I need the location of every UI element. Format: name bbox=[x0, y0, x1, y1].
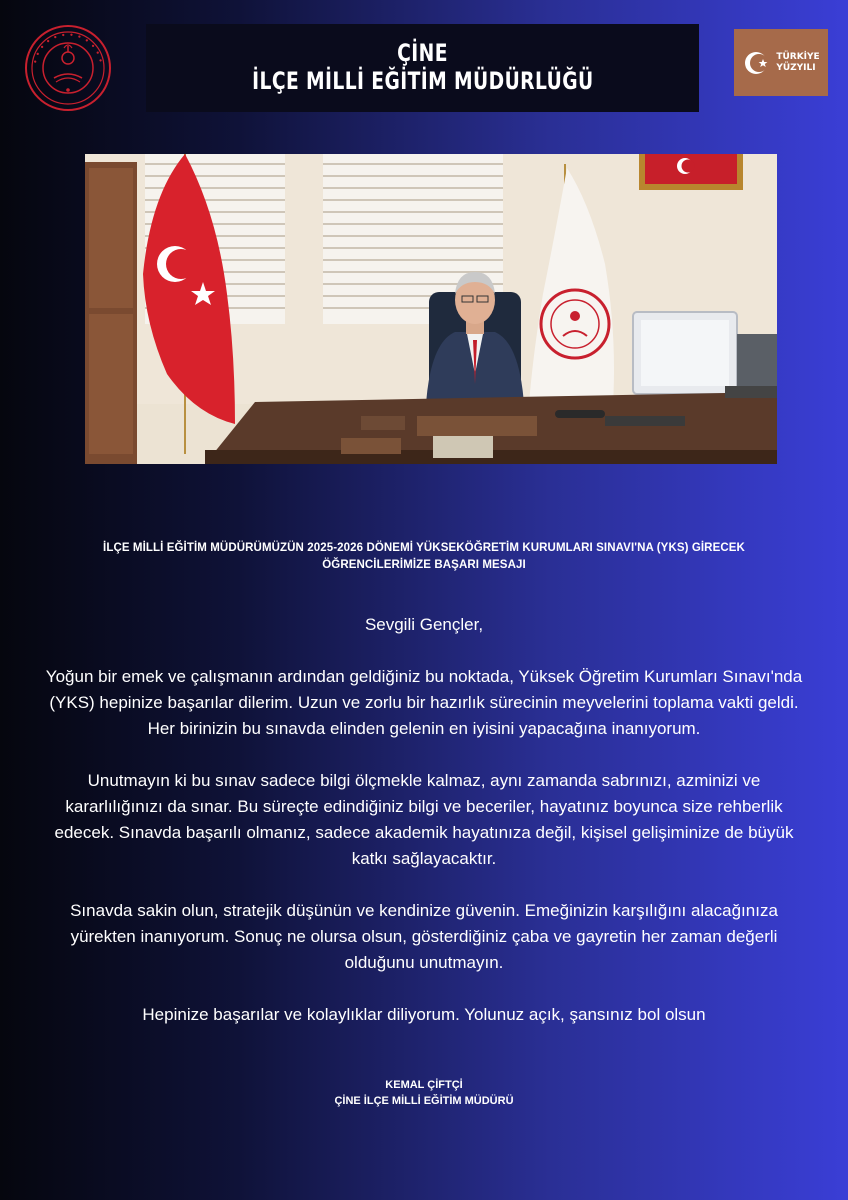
paragraph-4: Hepinize başarılar ve kolaylıklar diliyorum. Yolunuz açık, şansınız bol olsun bbox=[142, 1005, 706, 1024]
logo-text-line1: TÜRKİYE bbox=[776, 52, 820, 63]
paragraph-1: Yoğun bir emek ve çalışmanın ardından geldiğiniz bu noktada, Yüksek Öğretim Kurumları Sınavı'nda (YKS) hepinize başarılar dilerim. Uzun ve zorlu bir hazırlık sürecinin meyvelerini toplama vakti geldi. Her birinizin bu sınavda elinden gelenin en iyisini yapacağına inanıyorum. bbox=[45, 667, 803, 738]
logo-text bbox=[776, 52, 819, 73]
director-office-photo bbox=[85, 154, 777, 464]
crescent-star-icon bbox=[742, 48, 772, 78]
signature-block bbox=[40, 1077, 808, 1109]
greeting: Sevgili Gençler, bbox=[364, 615, 484, 634]
message-heading-line2: ÖĞRENCİLERİMİZE BAŞARI MESAJI bbox=[322, 559, 526, 571]
paragraph-2: Unutmayın ki bu sınav sadece bilgi ölçmekle kalmaz, aynı zamanda sabrınızı, azminizi ve kararlılığınızı da sınar. Bu süreçte edindiğiniz bilgi ve beceriler, hayatınız boyunca size rehberlik edecek. Sınavda başarılı olmanız, sadece akademik hayatınıza değil, kişisel gelişiminize de büyük katkı sağlayacaktır. bbox=[54, 771, 794, 868]
page-title-directorate: İLÇE MİLLİ EĞİTİM MÜDÜRLÜĞÜ bbox=[251, 67, 594, 95]
page-title-box bbox=[146, 24, 699, 112]
ministry-seal-icon bbox=[24, 24, 112, 112]
signatory-name: KEMAL ÇİFTÇİ bbox=[385, 1079, 463, 1091]
message-heading-line1: İLÇE MİLLİ EĞİTİM MÜDÜRÜMÜZÜN 2025-2026 DÖNEMİ YÜKSEKÖĞRETİM KURUMLARI SINAVI'NA (YKS) GİRECEK bbox=[103, 542, 745, 554]
message-body bbox=[40, 612, 808, 1054]
svg-text:• • • • • • • • • • • • • • •: • • • • • • • • • • • • bbox=[31, 30, 105, 65]
paragraph-3: Sınavda sakin olun, stratejik düşünün ve kendinize güvenin. Emeğinizin karşılığını alacağınıza yürekten inanıyorum. Sonuç ne olursa olsun, gösterdiğiniz çaba ve gayretin her zaman değerli olduğunu unutmayın. bbox=[70, 901, 778, 972]
turkiye-yuzyili-logo bbox=[734, 29, 828, 96]
message-heading bbox=[40, 540, 808, 574]
logo-text-line2: YÜZYILI bbox=[776, 62, 816, 73]
page-title-city: ÇİNE bbox=[397, 39, 448, 68]
signatory-title: ÇİNE İLÇE MİLLİ EĞİTİM MÜDÜRÜ bbox=[334, 1095, 514, 1107]
